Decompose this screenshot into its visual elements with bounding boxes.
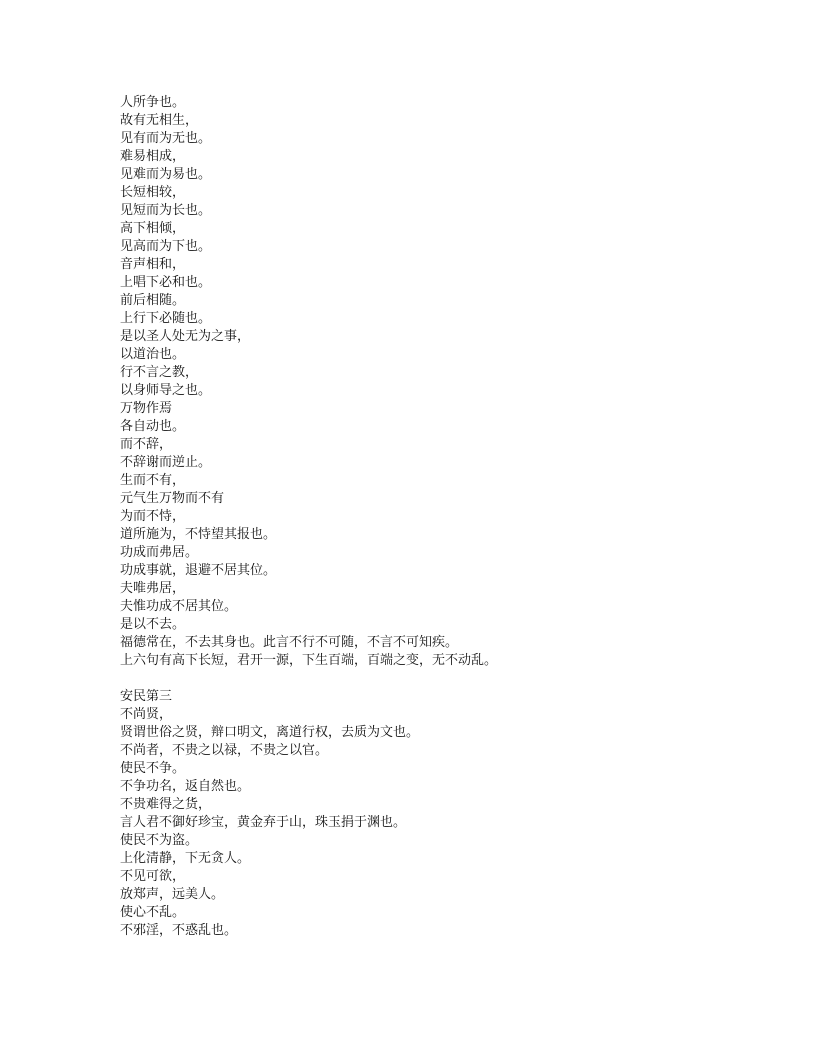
text-line: 各自动也。 [120, 419, 186, 434]
text-line: 夫惟功成不居其位。 [120, 599, 238, 614]
text-line: 见有而为无也。 [120, 131, 212, 146]
text-line: 以道治也。 [120, 347, 186, 362]
text-line: 言人君不御好珍宝，黄金弃于山，珠玉捐于渊也。 [120, 815, 407, 830]
text-line: 使心不乱。 [120, 905, 186, 920]
text-line: 不见可欲， [120, 869, 186, 884]
text-line: 前后相随。 [120, 293, 186, 308]
text-line: 见高而为下也。 [120, 239, 212, 254]
text-line: 人所争也。 [120, 95, 186, 110]
text-line: 上六句有高下长短，君开一源，下生百端，百端之变，无不动乱。 [120, 653, 498, 668]
text-line: 功成事就，退避不居其位。 [120, 563, 277, 578]
text-line: 上行下必随也。 [120, 311, 212, 326]
text-block-chapter-three [120, 688, 780, 940]
text-line: 难易相成， [120, 149, 186, 164]
text-line: 贤谓世俗之贤，辩口明文，离道行权，去质为文也。 [120, 725, 420, 740]
text-line: 使民不争。 [120, 761, 186, 776]
paragraph-gap [120, 670, 780, 688]
text-block-chapter-two [120, 94, 780, 670]
text-line: 不尚者，不贵之以禄，不贵之以官。 [120, 743, 329, 758]
text-line: 而不辞， [120, 437, 173, 452]
text-line: 长短相较， [120, 185, 186, 200]
text-line: 以身师导之也。 [120, 383, 212, 398]
text-line: 不尚贤， [120, 707, 173, 722]
text-line: 不邪淫，不惑乱也。 [120, 923, 238, 938]
text-line: 为而不恃， [120, 509, 186, 524]
text-line: 功成而弗居。 [120, 545, 199, 560]
text-line: 放郑声，远美人。 [120, 887, 225, 902]
text-line: 使民不为盗。 [120, 833, 199, 848]
text-line: 福德常在，不去其身也。此言不行不可随，不言不可知疾。 [120, 635, 459, 650]
text-line: 夫唯弗居， [120, 581, 186, 596]
text-line: 万物作焉 [120, 401, 173, 416]
text-line: 不辞谢而逆止。 [120, 455, 212, 470]
text-line: 元气生万物而不有 [120, 491, 225, 506]
text-line: 道所施为，不恃望其报也。 [120, 527, 277, 542]
text-line: 见难而为易也。 [120, 167, 212, 182]
text-line: 上唱下必和也。 [120, 275, 212, 290]
text-line: 是以圣人处无为之事， [120, 329, 251, 344]
chapter-heading: 安民第三 [120, 689, 173, 704]
text-line: 音声相和， [120, 257, 186, 272]
text-line: 上化清静，下无贪人。 [120, 851, 251, 866]
text-line: 故有无相生， [120, 113, 199, 128]
text-line: 行不言之教， [120, 365, 199, 380]
text-line: 见短而为长也。 [120, 203, 212, 218]
text-line: 不争功名，返自然也。 [120, 779, 251, 794]
text-line: 不贵难得之货， [120, 797, 212, 812]
text-line: 生而不有， [120, 473, 186, 488]
text-line: 是以不去。 [120, 617, 186, 632]
text-line: 高下相倾， [120, 221, 186, 236]
document-page [120, 94, 780, 940]
